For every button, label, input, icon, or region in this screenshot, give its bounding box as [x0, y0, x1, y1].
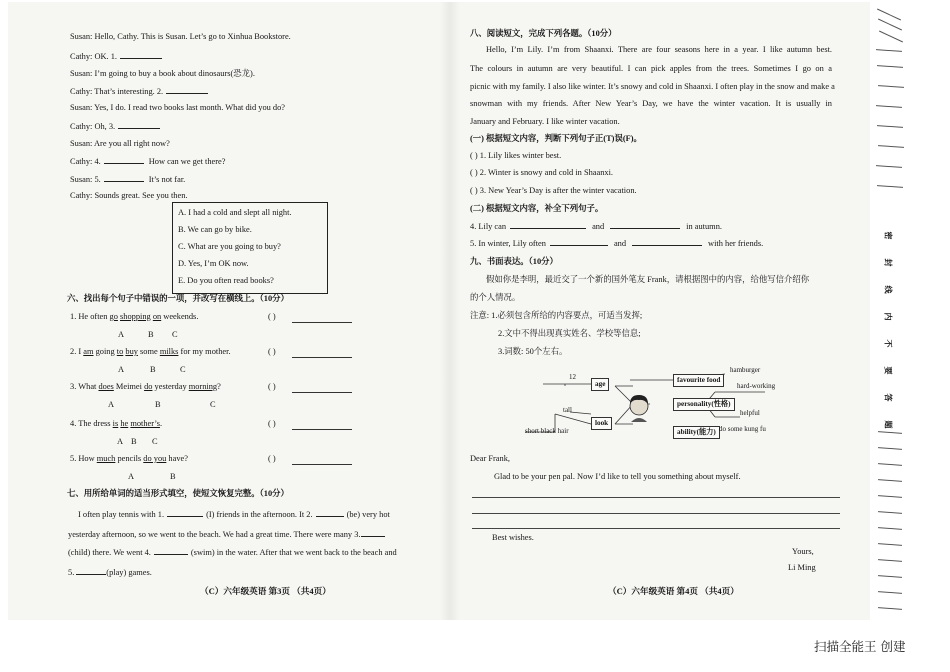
personality-value-helpful: helpful: [740, 409, 760, 417]
cut-line-dash: [878, 431, 902, 434]
writing-line[interactable]: [472, 513, 840, 514]
binding-instruction-char: 不: [883, 339, 893, 348]
passage-line: [68, 548, 397, 557]
sentence-text: and: [592, 222, 605, 231]
page-footer: （C）六年级英语 第4页 （共4页）: [608, 586, 739, 596]
speaker-name: Cathy: [70, 191, 91, 200]
binding-instruction-char: 答: [883, 393, 893, 402]
look-value-hair: short black hair: [525, 427, 569, 435]
underlined-part: on: [152, 312, 162, 321]
writing-line[interactable]: [472, 497, 840, 498]
reading-passage-line: The colours in autumn are very beautiful. I can pick apples from the trees. Sometimes I go on a: [470, 64, 832, 73]
page-fold: [440, 2, 460, 620]
answer-line[interactable]: [292, 392, 352, 393]
option-item: E. Do you often read books?: [178, 276, 274, 285]
age-node: age: [591, 378, 609, 391]
part-2-title: (二) 根据短文内容，补全下列句子。: [470, 204, 604, 213]
passage-text: I often play tennis with 1.: [78, 510, 165, 519]
underlined-part: buy: [125, 347, 138, 356]
sentence-text: 4. Lily can: [470, 222, 507, 231]
option-letter: A: [108, 400, 115, 409]
personality-node: personality(性格): [673, 398, 735, 411]
binding-instruction-char: 内: [883, 312, 893, 321]
dialogue-line: Cathy: Oh, 3.: [70, 122, 160, 131]
answer-blank[interactable]: [167, 510, 203, 517]
sentence-text: 4. The dress: [70, 419, 113, 428]
speaker-name: Susan: [70, 175, 91, 184]
underlined-part: go: [109, 312, 118, 321]
section-8-title: 八、阅读短文，完成下列各题。（10分）: [470, 29, 617, 38]
underlined-part: to: [116, 347, 124, 356]
page-footer: （C）六年级英语 第3页 （共4页）: [200, 586, 331, 596]
answer-paren[interactable]: ( ): [268, 312, 276, 321]
passage-text: 5.: [68, 568, 75, 577]
ability-node: ability(能力): [673, 426, 720, 439]
letter-sign-off: Yours,: [792, 547, 814, 556]
option-item: B. We can go by bike.: [178, 225, 252, 234]
letter-closing: Best wishes.: [492, 533, 534, 542]
answer-blank[interactable]: [510, 222, 586, 229]
answer-line[interactable]: [292, 464, 352, 465]
cut-line-dash: [877, 65, 903, 68]
sentence-text: with her friends.: [708, 239, 764, 248]
passage-text: yesterday afternoon, so we went to the beach. We had a great time. There were many 3.: [68, 530, 361, 539]
sentence-text: 2. I: [70, 347, 84, 356]
letter-signature: Li Ming: [788, 563, 816, 572]
answer-blank[interactable]: [610, 222, 680, 229]
answer-blank[interactable]: [361, 530, 385, 537]
answer-blank[interactable]: [632, 239, 702, 246]
answer-line[interactable]: [292, 322, 352, 323]
option-letter: C: [152, 437, 158, 446]
dialogue-text: Hello, Cathy. This is Susan. Let’s go to Xinhua Bookstore.: [94, 32, 291, 41]
sentence-text: 5. How: [70, 454, 97, 463]
binding-instruction-char: 要: [883, 366, 893, 375]
speaker-name: Susan: [70, 139, 91, 148]
speaker-name: Cathy: [70, 157, 91, 166]
answer-blank[interactable]: [76, 568, 106, 575]
underlined-part: am: [83, 347, 94, 356]
cut-line-dash: [878, 145, 904, 148]
dialogue-blank[interactable]: [120, 52, 162, 59]
cut-line-dash: [878, 591, 902, 594]
sentence-item: [70, 383, 221, 391]
answer-blank[interactable]: [316, 510, 344, 517]
reading-passage-line: Hello, I’m Lily. I’m from Shaanxi. There are four seasons here in a year. I like autumn best.: [486, 45, 832, 54]
cut-line-dash: [877, 185, 903, 188]
option-letter: B: [131, 437, 137, 446]
dialogue-blank[interactable]: [104, 157, 144, 164]
cut-line-dash: [878, 19, 902, 31]
boy-avatar-icon: [629, 394, 649, 424]
underlined-part: mother’s: [130, 419, 160, 428]
cut-line-dash: [878, 85, 904, 88]
sentence-text: .: [159, 419, 163, 428]
answer-paren[interactable]: ( ): [268, 454, 276, 463]
dialogue-text: That’s interesting. 2.: [94, 87, 164, 96]
option-letter: A: [117, 437, 124, 446]
section-9-title: 九、书面表达。（10分）: [470, 257, 558, 266]
option-letter: B: [150, 365, 156, 374]
underlined-part: do: [144, 382, 153, 391]
answer-paren[interactable]: ( ): [268, 382, 276, 391]
letter-opening: Glad to be your pen pal. Now I’d like to tell you something about myself.: [494, 472, 741, 481]
dialogue-text: Are you all right now?: [93, 139, 170, 148]
fill-sentence: [470, 239, 763, 248]
reading-passage-line: snowman with my friends. After New Year’s Day, we have the winter vacation. It is usually in: [470, 99, 832, 108]
binding-instruction-char: 封: [883, 258, 893, 267]
sentence-text: and: [613, 239, 627, 248]
cut-line-dash: [876, 165, 902, 168]
underlined-part: much: [96, 454, 116, 463]
reading-passage-line: January and February. I like winter vacation.: [470, 117, 620, 126]
sentence-text: in autumn.: [686, 222, 722, 231]
binding-instruction-char: 线: [883, 285, 893, 294]
writing-prompt: 的个人情况。: [470, 293, 521, 302]
cut-line-dash: [877, 125, 903, 128]
cut-line-dash: [878, 495, 902, 498]
options-box: [172, 202, 328, 294]
dialogue-text: OK. 1.: [94, 52, 118, 61]
cut-line-dash: [876, 105, 902, 108]
true-false-item[interactable]: ( ) 1. Lily likes winter best.: [470, 151, 562, 160]
writing-note: 3.词数: 50个左右。: [498, 347, 568, 356]
option-letter: B: [155, 400, 161, 409]
cut-line-dash: [878, 543, 902, 546]
age-value: 12: [569, 373, 576, 381]
option-letter: C: [180, 365, 186, 374]
passage-text: (be) very hot: [346, 510, 390, 519]
writing-line[interactable]: [472, 528, 840, 529]
cut-line-dash: [878, 463, 902, 466]
sentence-text: 3. What: [70, 382, 99, 391]
sentence-item: [70, 348, 231, 356]
personality-value-hard-working: hard-working: [737, 382, 776, 390]
reading-passage-line: picnic with my family. I also like winter. It’s snowy and cold in Shaanxi. I often play in the snow and make a: [470, 82, 835, 91]
cut-line-dash: [878, 575, 902, 578]
dialogue-blank[interactable]: [166, 87, 208, 94]
writing-prompt: 假如你是李明，最近交了一个新的国外笔友 Frank，请根据图中的内容，给他写信介绍你: [486, 275, 810, 284]
underlined-part: morning: [188, 382, 218, 391]
mind-map-diagram: [525, 366, 785, 442]
sentence-text: ?: [217, 382, 221, 391]
cut-line-dash: [879, 31, 903, 43]
look-node: look: [591, 417, 612, 430]
option-letter: B: [148, 330, 154, 339]
dialogue-line: Cathy: Sounds great. See you then.: [70, 191, 188, 200]
dialogue-line: Susan: Hello, Cathy. This is Susan. Let’s go to Xinhua Bookstore.: [70, 32, 291, 41]
sentence-item: [70, 420, 162, 428]
binding-instruction-char: 密: [883, 231, 893, 240]
answer-line[interactable]: [292, 357, 352, 358]
passage-text: (play) games.: [106, 568, 152, 577]
dialogue-line: Cathy: 4. How can we get there?: [70, 157, 226, 166]
dialogue-text: 4.: [94, 157, 101, 166]
sentence-item: [70, 455, 188, 463]
dialogue-text: It’s not far.: [148, 175, 186, 184]
underlined-part: do you: [143, 454, 167, 463]
dialogue-text: Oh, 3.: [94, 122, 116, 131]
sentence-text: pencils: [115, 454, 144, 463]
part-1-title: (一) 根据短文内容，判断下列句子正(T)误(F)。: [470, 134, 642, 143]
dialogue-line: Susan: 5. It’s not far.: [70, 175, 186, 184]
cut-line-dash: [878, 479, 902, 482]
look-value-tall: tall: [563, 406, 572, 414]
dialogue-text: I’m going to buy a book about dinosaurs(恐龙).: [94, 69, 255, 78]
sentence-text: yesterday: [152, 382, 189, 391]
option-item: A. I had a cold and slept all night.: [178, 208, 292, 217]
underlined-part: he: [120, 419, 129, 428]
food-value: hamburger: [730, 366, 761, 374]
option-letter: C: [172, 330, 178, 339]
section-6-title: 六、找出每个句子中错误的一项，并改写在横线上。（10分）: [67, 294, 289, 303]
fill-sentence: [470, 222, 722, 231]
scanner-watermark: 扫描全能王 创建: [814, 639, 906, 654]
option-letter: C: [210, 400, 216, 409]
cut-line-dash: [878, 447, 902, 450]
sentence-text: for my mother.: [178, 347, 231, 356]
cut-line-dash: [878, 527, 902, 530]
letter-greeting: Dear Frank,: [470, 454, 510, 463]
answer-line[interactable]: [292, 429, 352, 430]
writing-note: 2.文中不得出现真实姓名、学校等信息;: [498, 329, 641, 338]
dialogue-text: Sounds great. See you then.: [94, 191, 188, 200]
sentence-text: 5. In winter, Lily often: [470, 239, 546, 248]
speaker-name: Cathy: [70, 87, 91, 96]
true-false-item[interactable]: ( ) 2. Winter is snowy and cold in Shaanxi.: [470, 168, 614, 177]
option-item: C. What are you going to buy?: [178, 242, 281, 251]
underlined-part: is: [112, 419, 119, 428]
binding-strip: [870, 2, 948, 620]
dialogue-line: Cathy: That’s interesting. 2.: [70, 87, 208, 96]
answer-paren[interactable]: ( ): [268, 419, 276, 428]
cut-line-dash: [878, 607, 902, 610]
passage-text: (swim) in the water. After that we went back to the beach and: [190, 548, 397, 557]
writing-note: 注意: 1.必须包含所给的内容要点，可适当发挥;: [470, 311, 643, 320]
ability-value: do some kung fu: [719, 425, 766, 433]
option-letter: A: [128, 472, 135, 481]
sentence-text: going: [93, 347, 117, 356]
passage-text: (child) there. We went 4.: [68, 548, 151, 557]
dialogue-line: Susan: I’m going to buy a book about dinosaurs(恐龙).: [70, 69, 255, 78]
underlined-part: milks: [159, 347, 179, 356]
option-letter: A: [118, 330, 125, 339]
speaker-name: Cathy: [70, 122, 91, 131]
answer-blank[interactable]: [550, 239, 608, 246]
left-page: [67, 0, 440, 620]
dialogue-text: 5.: [94, 175, 101, 184]
dialogue-blank[interactable]: [104, 175, 144, 182]
dialogue-text: Yes, I do. I read two books last month. What did you do?: [94, 103, 286, 112]
answer-paren[interactable]: ( ): [268, 347, 276, 356]
sentence-text: Meimei: [113, 382, 145, 391]
speaker-name: Susan: [70, 103, 91, 112]
cut-line-dash: [878, 511, 902, 514]
cut-line-dash: [876, 49, 902, 52]
dialogue-line: Susan: Yes, I do. I read two books last month. What did you do?: [70, 103, 286, 112]
favourite-food-node: favourite food: [673, 374, 724, 387]
binding-instruction-char: 题: [883, 420, 893, 429]
section-7-title: 七、用所给单词的适当形式填空，使短文恢复完整。（10分）: [67, 489, 289, 498]
true-false-item[interactable]: ( ) 3. New Year’s Day is after the winter vacation.: [470, 186, 637, 195]
passage-line: [78, 510, 390, 519]
dialogue-blank[interactable]: [118, 122, 160, 129]
sentence-item: [70, 313, 198, 321]
passage-line: [68, 530, 385, 539]
sentence-text: have?: [166, 454, 188, 463]
underlined-part: shopping: [120, 312, 151, 321]
passage-text: (I) friends in the afternoon. It 2.: [206, 510, 313, 519]
right-page: [470, 0, 850, 620]
speaker-name: Cathy: [70, 52, 91, 61]
sentence-text: 1. He often: [70, 312, 110, 321]
passage-line: [68, 568, 152, 577]
sentence-text: some: [137, 347, 160, 356]
option-item: D. Yes, I’m OK now.: [178, 259, 249, 268]
dialogue-text: How can we get there?: [148, 157, 226, 166]
answer-blank[interactable]: [154, 548, 188, 555]
speaker-name: Susan: [70, 69, 91, 78]
dialogue-line: Cathy: OK. 1.: [70, 52, 162, 61]
dialogue-line: Susan: Are you all right now?: [70, 139, 170, 148]
underlined-part: does: [98, 382, 114, 391]
speaker-name: Susan: [70, 32, 91, 41]
cut-line-dash: [878, 559, 902, 562]
option-letter: B: [170, 472, 176, 481]
option-letter: A: [118, 365, 125, 374]
sentence-text: weekends.: [161, 312, 199, 321]
